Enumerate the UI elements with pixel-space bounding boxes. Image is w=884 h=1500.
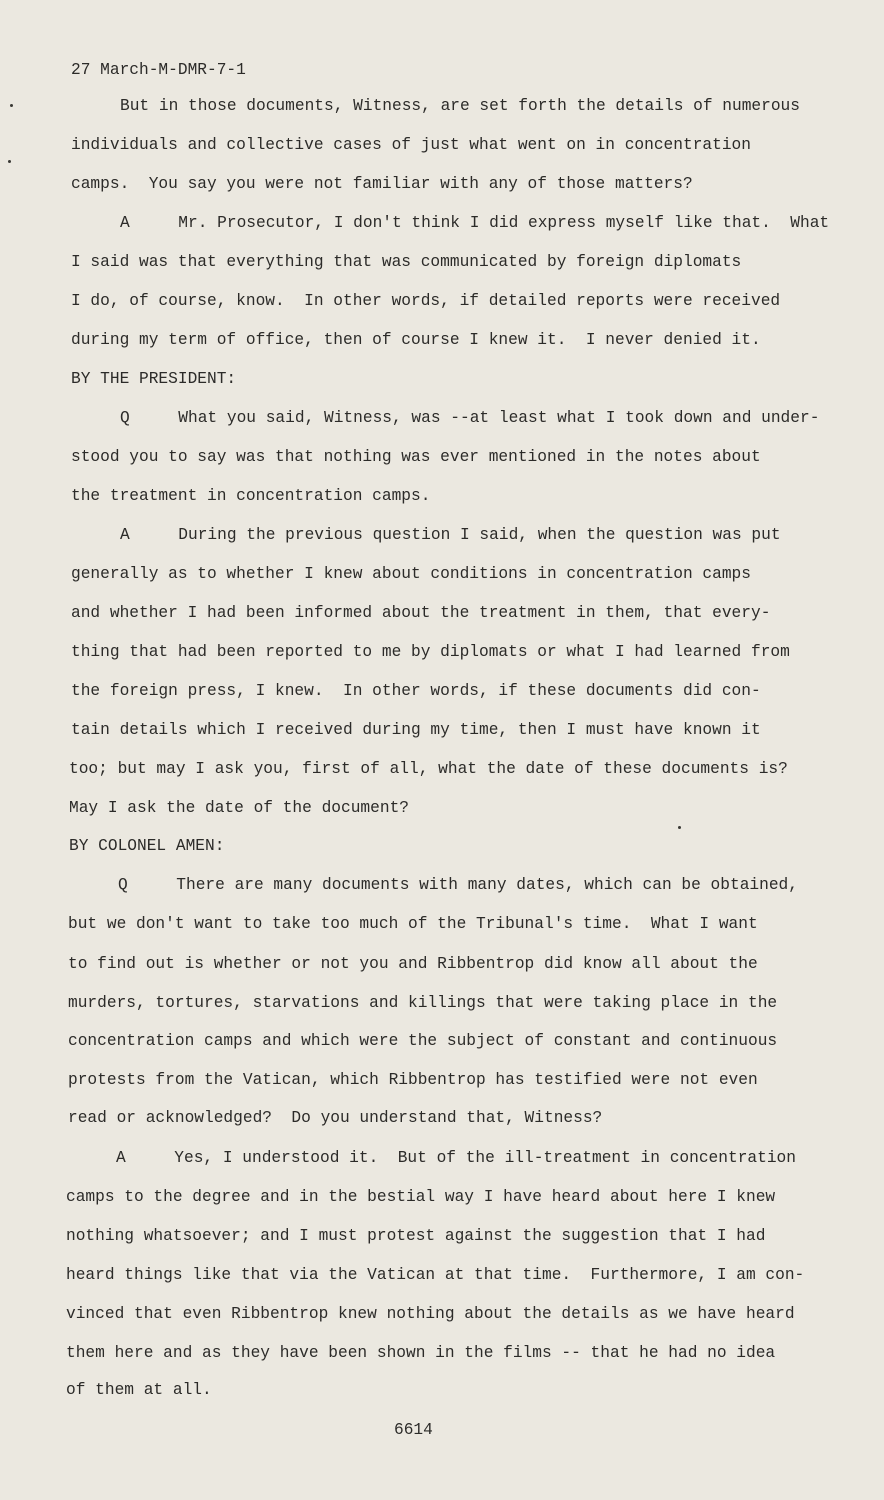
text-line: nothing whatsoever; and I must protest against the suggestion that I had — [66, 1227, 766, 1245]
text-line: murders, tortures, starvations and killings that were taking place in the — [68, 994, 778, 1012]
text-line: vinced that even Ribbentrop knew nothing about the details as we have heard — [66, 1305, 795, 1323]
text-line: to find out is whether or not you and Ribbentrop did know all about the — [68, 955, 758, 973]
text-line: May I ask the date of the document? — [69, 799, 409, 817]
text-line: during my term of office, then of course I knew it. I never denied it. — [71, 331, 761, 349]
text-line: and whether I had been informed about the treatment in them, that every- — [71, 604, 771, 622]
text-line: I do, of course, know. In other words, if detailed reports were received — [71, 292, 781, 310]
text-line: stood you to say was that nothing was ever mentioned in the notes about — [71, 448, 761, 466]
text-line: them here and as they have been shown in the films -- that he had no idea — [66, 1344, 776, 1362]
page-number: 6614 — [394, 1421, 433, 1439]
text-line: Q There are many documents with many dates, which can be obtained, — [118, 876, 798, 894]
speaker-heading: BY THE PRESIDENT: — [71, 370, 237, 388]
document-header: 27 March-M-DMR-7-1 — [71, 61, 246, 79]
text-line: but we don't want to take too much of the Tribunal's time. What I want — [68, 915, 758, 933]
text-line: A Yes, I understood it. But of the ill-treatment in concentration — [116, 1149, 796, 1167]
text-line: But in those documents, Witness, are set forth the details of numerous — [120, 97, 800, 115]
text-line: camps. You say you were not familiar with any of those matters? — [71, 175, 693, 193]
text-line: tain details which I received during my time, then I must have known it — [71, 721, 761, 739]
text-line: protests from the Vatican, which Ribbentrop has testified were not even — [68, 1071, 758, 1089]
margin-mark — [8, 160, 11, 163]
text-line: I said was that everything that was communicated by foreign diplomats — [71, 253, 742, 271]
margin-mark — [10, 104, 13, 107]
speaker-heading: BY COLONEL AMEN: — [69, 837, 225, 855]
text-line: heard things like that via the Vatican at that time. Furthermore, I am con- — [66, 1266, 805, 1284]
text-line: Q What you said, Witness, was --at least what I took down and under- — [120, 409, 820, 427]
text-line: read or acknowledged? Do you understand that, Witness? — [68, 1109, 603, 1127]
text-line: generally as to whether I knew about conditions in concentration camps — [71, 565, 751, 583]
text-line: concentration camps and which were the subject of constant and continuous — [68, 1032, 778, 1050]
text-line: A Mr. Prosecutor, I don't think I did express myself like that. What — [120, 214, 830, 232]
text-line: thing that had been reported to me by diplomats or what I had learned from — [71, 643, 790, 661]
text-line: of them at all. — [66, 1381, 212, 1399]
text-line: A During the previous question I said, when the question was put — [120, 526, 781, 544]
text-line: individuals and collective cases of just what went on in concentration — [71, 136, 751, 154]
text-line: the treatment in concentration camps. — [71, 487, 431, 505]
text-line: too; but may I ask you, first of all, what the date of these documents is? — [69, 760, 788, 778]
text-line: the foreign press, I knew. In other words, if these documents did con- — [71, 682, 761, 700]
stray-dot — [678, 826, 681, 829]
text-line: camps to the degree and in the bestial way I have heard about here I knew — [66, 1188, 776, 1206]
